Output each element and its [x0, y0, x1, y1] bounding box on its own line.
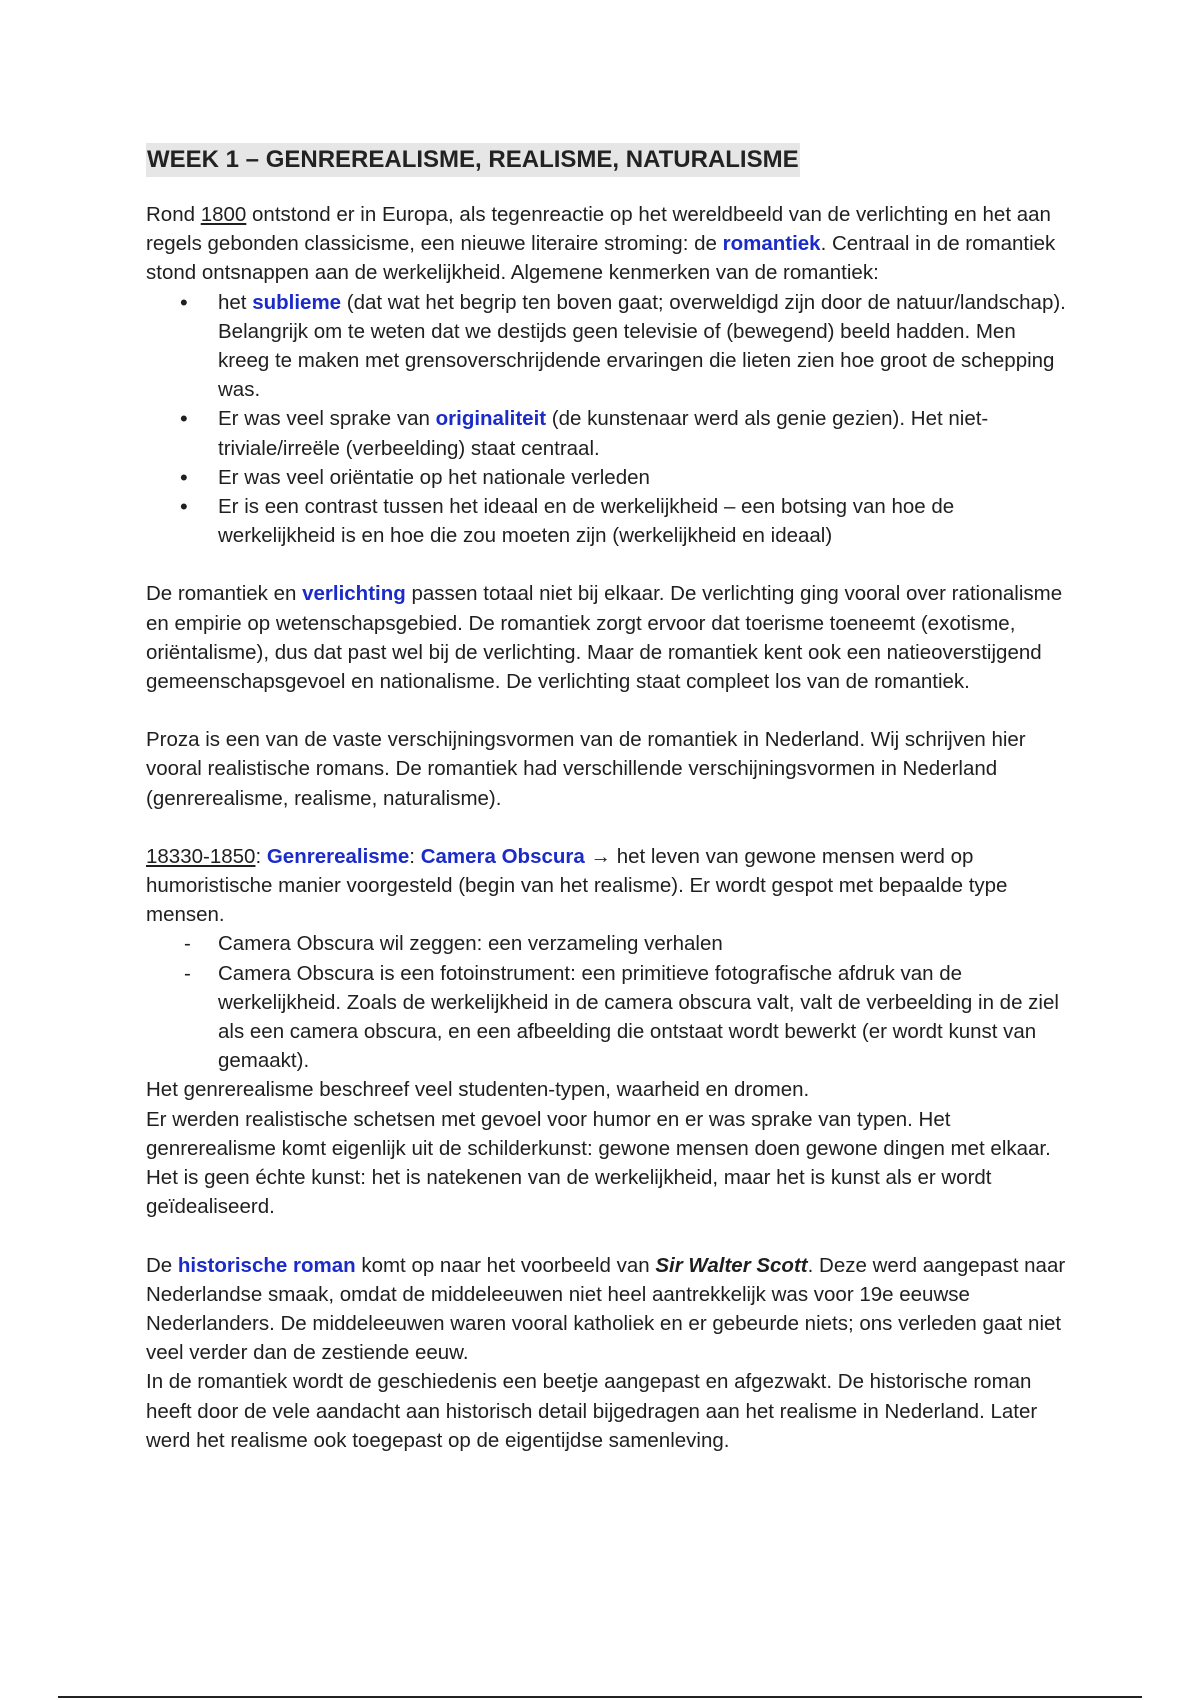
term-sublieme: sublieme	[252, 290, 342, 314]
schetsen-paragraph: Er werden realistische schetsen met gevoel voor humor en er was sprake van typen. Het genrerealisme komt eigenlijk uit de schilderkunst: gewone mensen doen gewone dingen met elkaar. Het is geen échte kunst: het is natekenen van de werkelijkheid, maar het is kunst als er wordt geïdealiseerd.	[146, 1107, 1051, 1219]
term-romantiek: romantiek	[722, 232, 821, 256]
list-item: • Er was veel sprake van originaliteit (de kunstenaar werd als genie gezien). Het niet-triviale/irreële (verbeelding) staat centraal.	[146, 404, 1066, 462]
paragraph-spacer	[146, 696, 1066, 725]
page-bottom-divider	[58, 1696, 1142, 1698]
list-item: - Camera Obscura wil zeggen: een verzameling verhalen	[146, 929, 1066, 958]
paragraph-spacer	[146, 813, 1066, 842]
paragraph-spacer	[146, 550, 1066, 579]
author-name: Sir Walter Scott	[655, 1253, 808, 1277]
list-item: • het sublieme (dat wat het begrip ten boven gaat; overweldigd zijn door de natuur/landschap). Belangrijk om te weten dat we destijds geen televisie of (bewegend) beeld hadden. Men kreeg te maken met grensoverschrijdende ervaringen die lieten zien hoe groot de schepping was.	[146, 288, 1066, 405]
list-item: • Er is een contrast tussen het ideaal en de werkelijkheid – een botsing van hoe de werkelijkheid is en hoe die zou moeten zijn (werkelijkheid en ideaal)	[146, 492, 1066, 550]
intro-paragraph: Rond 1800 ontstond er in Europa, als tegenreactie op het wereldbeeld van de verlichting en het aan regels gebonden classicisme, een nieuwe literaire stroming: de romantiek. Centraal in de romantiek stond ontsnappen aan de werkelijkheid. Algemene kenmerken van de romantiek:	[146, 203, 1056, 285]
period-underlined: 18330-1850	[146, 844, 256, 868]
geschiedenis-paragraph: In de romantiek wordt de geschiedenis een beetje aangepast en afgezwakt. De historische roman heeft door de vele aandacht aan historisch detail bijgedragen aan het realisme in Nederland. Later werd het realisme ook toegepast op de eigentijdse samenleving.	[146, 1370, 1038, 1452]
list-item: - Camera Obscura is een fotoinstrument: een primitieve fotografische afdruk van de werkelijkheid. Zoals de werkelijkheid in de camera obscura valt, valt de verbeelding in de ziel als een camera obscura, en een afbeelding die ontstaat wordt bewerkt (er wordt kunst van gemaakt).	[146, 959, 1066, 1076]
camera-obscura-dash-list	[146, 929, 1066, 1075]
verlichting-paragraph: De romantiek en verlichting passen totaal niet bij elkaar. De verlichting ging vooral over rationalisme en empirie op wetenschapsgebied. De romantiek zorgt ervoor dat toerisme toeneemt (exotisme, oriëntalisme), dus dat past wel bij de verlichting. Maar de romantiek kent ook een natieoverstijgend gemeenschapsgevoel en nationalisme. De verlichting staat compleet los van de romantiek.	[146, 582, 1063, 694]
page-title: WEEK 1 – GENREREALISME, REALISME, NATURALISME	[146, 143, 800, 177]
term-historische-roman: historische roman	[177, 1253, 356, 1277]
genrerealisme-paragraph: 18330-1850: Genrerealisme: Camera Obscura → het leven van gewone mensen werd op humoristische manier voorgesteld (begin van het realisme). Er wordt gespot met bepaalde type mensen.	[146, 844, 1008, 927]
term-camera-obscura: Camera Obscura	[420, 844, 585, 868]
document-page	[146, 143, 1066, 1455]
paragraph-spacer	[146, 1222, 1066, 1251]
studenten-paragraph: Het genrerealisme beschreef veel studenten-typen, waarheid en dromen.	[146, 1078, 810, 1102]
features-bullet-list	[146, 288, 1066, 551]
term-verlichting: verlichting	[302, 582, 406, 606]
year-underlined: 1800	[200, 203, 247, 226]
term-genrerealisme: Genrerealisme	[266, 844, 410, 868]
list-item: • Er was veel oriëntatie op het nationale verleden	[146, 463, 1066, 492]
proza-paragraph: Proza is een van de vaste verschijningsvormen van de romantiek in Nederland. Wij schrijven hier vooral realistische romans. De romantiek had verschillende verschijningsvormen in Nederland (genrerealisme, realisme, naturalisme).	[146, 728, 1026, 810]
term-originaliteit: originaliteit	[435, 407, 547, 431]
historische-roman-paragraph: De historische roman komt op naar het voorbeeld van Sir Walter Scott. Deze werd aangepast naar Nederlandse smaak, omdat de middeleeuwen niet heel aantrekkelijk was voor 19e eeuwse Nederlanders. De middeleeuwen waren vooral katholiek en er gebeurde niets; ons verleden gaat niet veel verder dan de zestiende eeuw.	[146, 1253, 1066, 1365]
